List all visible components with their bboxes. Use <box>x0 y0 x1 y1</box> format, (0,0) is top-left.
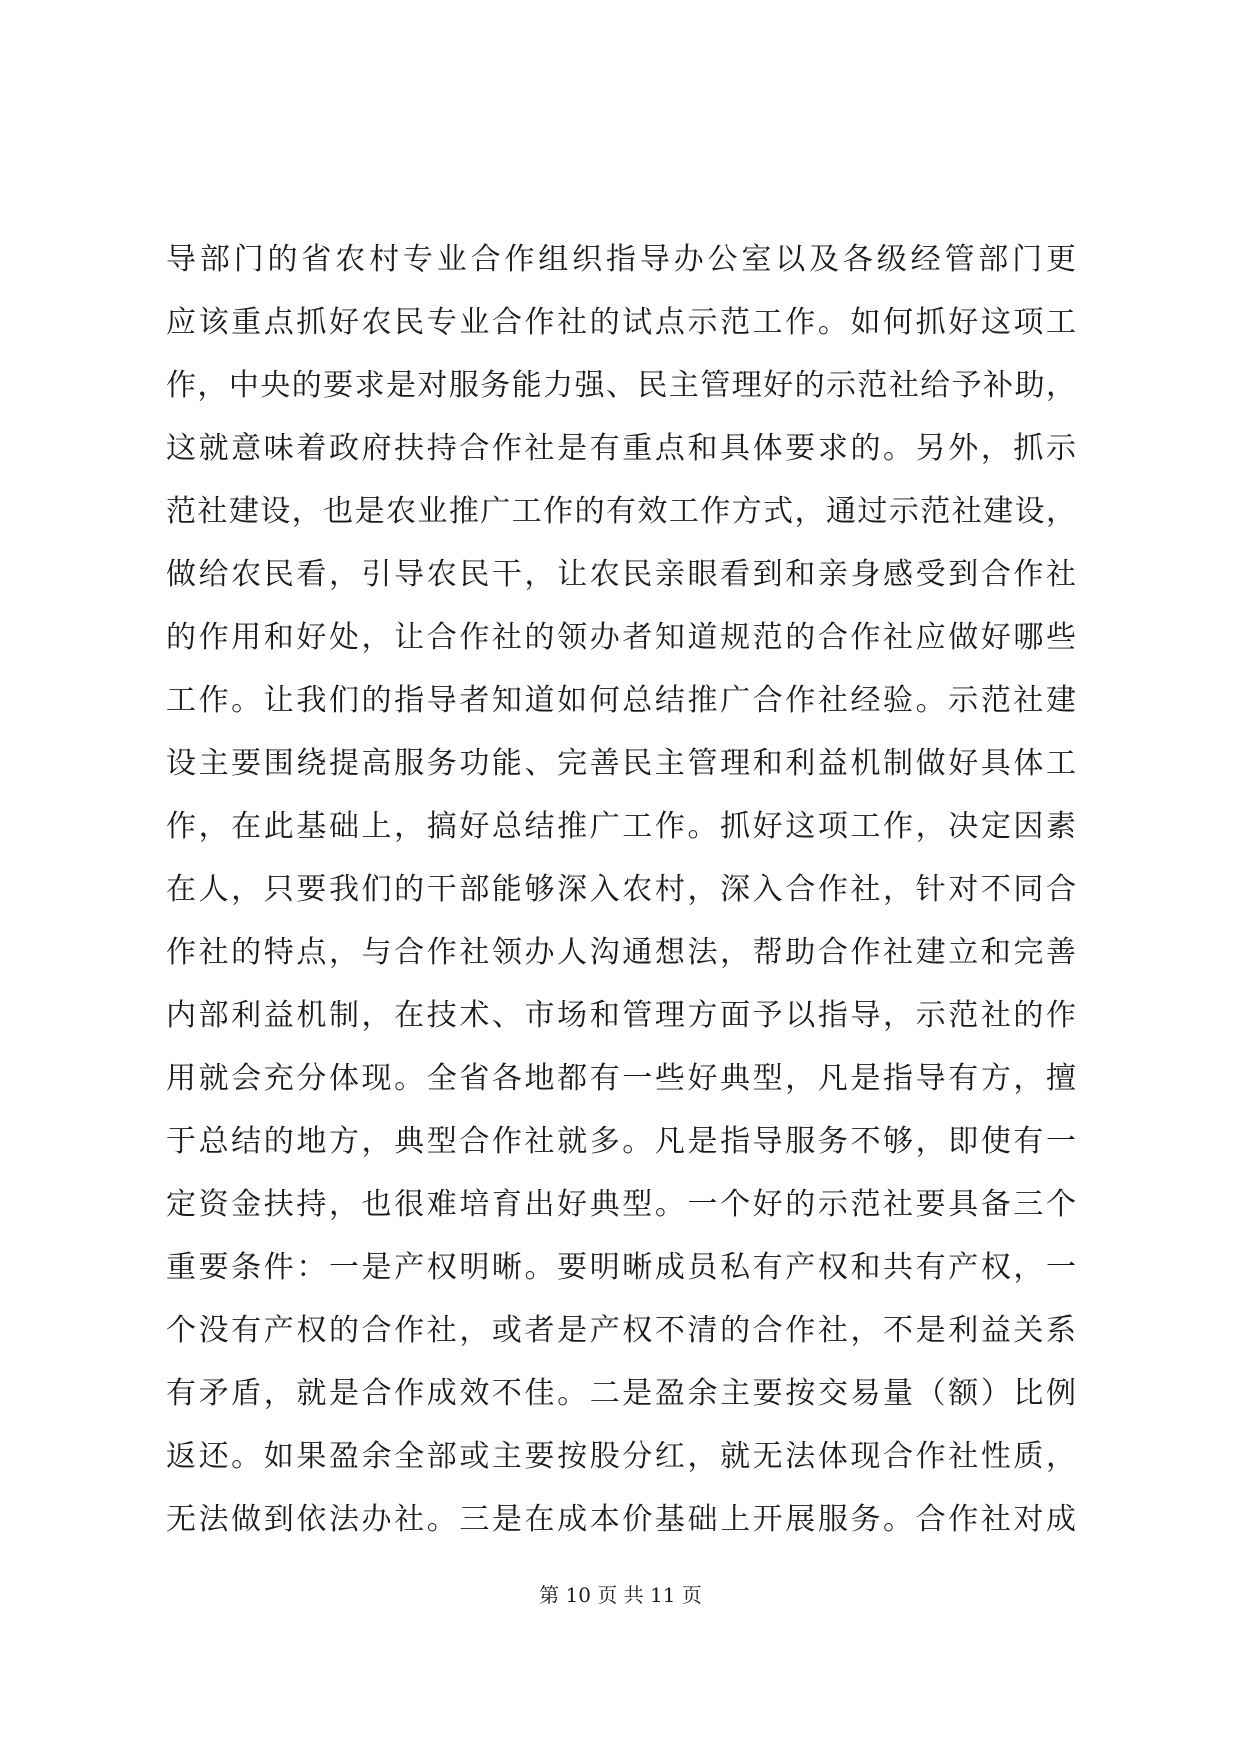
text-line: 个没有产权的合作社，或者是产权不清的合作社，不是利益关系 <box>166 1313 1076 1348</box>
text-line: 的作用和好处，让合作社的领办者知道规范的合作社应做好哪些 <box>166 620 1076 655</box>
text-line: 有矛盾，就是合作成效不佳。二是盈余主要按交易量（额）比例 <box>166 1376 1076 1411</box>
page-number: 第 10 页 共 11 页 <box>539 1583 702 1607</box>
text-line: 内部利益机制，在技术、市场和管理方面予以指导，示范社的作 <box>166 998 1076 1033</box>
text-line: 于总结的地方，典型合作社就多。凡是指导服务不够，即使有一 <box>166 1124 1076 1159</box>
text-line: 导部门的省农村专业合作组织指导办公室以及各级经管部门更 <box>166 242 1076 277</box>
text-line: 工作。让我们的指导者知道如何总结推广合作社经验。示范社建 <box>166 683 1076 718</box>
text-line: 无法做到依法办社。三是在成本价基础上开展服务。合作社对成 <box>166 1502 1076 1537</box>
text-line: 重要条件：一是产权明晰。要明晰成员私有产权和共有产权，一 <box>166 1250 1076 1285</box>
text-line: 作社的特点，与合作社领办人沟通想法，帮助合作社建立和完善 <box>166 935 1076 970</box>
text-line: 范社建设，也是农业推广工作的有效工作方式，通过示范社建设， <box>166 494 1076 529</box>
text-line: 做给农民看，引导农民干，让农民亲眼看到和亲身感受到合作社 <box>166 557 1076 592</box>
text-line: 返还。如果盈余全部或主要按股分红，就无法体现合作社性质， <box>166 1439 1076 1474</box>
text-line: 这就意味着政府扶持合作社是有重点和具体要求的。另外，抓示 <box>166 431 1076 466</box>
text-line: 在人，只要我们的干部能够深入农村，深入合作社，针对不同合 <box>166 872 1076 907</box>
text-line: 用就会充分体现。全省各地都有一些好典型，凡是指导有方，擅 <box>166 1061 1076 1096</box>
text-line: 定资金扶持，也很难培育出好典型。一个好的示范社要具备三个 <box>166 1187 1076 1222</box>
text-line: 作，在此基础上，搞好总结推广工作。抓好这项工作，决定因素 <box>166 809 1076 844</box>
text-line: 作，中央的要求是对服务能力强、民主管理好的示范社给予补助， <box>166 368 1076 403</box>
body-text <box>166 228 1076 1551</box>
text-line: 应该重点抓好农民专业合作社的试点示范工作。如何抓好这项工 <box>166 305 1076 340</box>
text-line: 设主要围绕提高服务功能、完善民主管理和利益机制做好具体工 <box>166 746 1076 781</box>
